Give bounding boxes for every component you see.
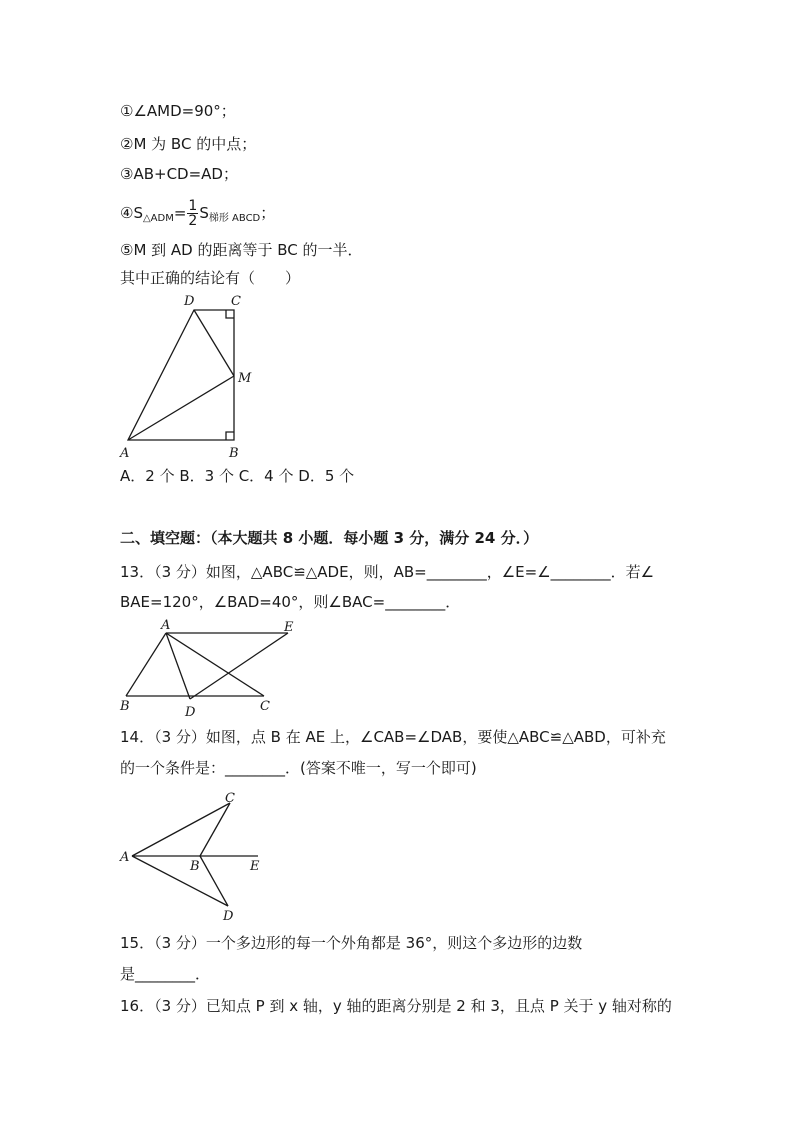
question-prompt: 其中正确的结论有（ ）: [120, 269, 301, 287]
segment-ac: [166, 633, 264, 696]
figure-q12-trapezoid: [118, 290, 258, 462]
label-d: D: [184, 294, 195, 309]
label-e: E: [250, 859, 260, 874]
label-b: B: [120, 699, 130, 714]
label-e: E: [284, 620, 294, 635]
right-angle-mark-b: [226, 432, 234, 440]
statement-1: ①∠AMD=90°；: [120, 102, 236, 120]
statement-4-sub1: △ADM: [142, 213, 174, 224]
label-c: C: [260, 699, 270, 714]
statement-4-s: S: [199, 204, 209, 222]
right-angle-mark-c: [226, 310, 234, 318]
label-c: C: [225, 791, 235, 806]
fraction-denominator: 2: [188, 213, 198, 229]
segment-ab: [126, 633, 166, 696]
section-2-heading: 二、填空题：（本大题共 8 小题．每小题 3 分，满分 24 分．）: [120, 529, 539, 547]
label-c: C: [231, 294, 241, 309]
figure-q13-triangles: [118, 618, 298, 718]
segment-ad: [166, 633, 190, 699]
label-b: B: [229, 446, 239, 461]
label-d: D: [223, 909, 234, 924]
statement-5: ⑤M 到 AD 的距离等于 BC 的一半．: [120, 241, 363, 259]
q14-line-1: 14．（3 分）如图，点 B 在 AE 上，∠CAB=∠DAB，要使△ABC≌△ABD，可补充: [120, 728, 666, 746]
segment-de: [190, 633, 288, 699]
statement-4-end: ；: [260, 204, 276, 222]
fraction-one-half: [187, 199, 198, 228]
label-a: A: [161, 618, 171, 633]
q16-line-1: 16．（3 分）已知点 P 到 x 轴，y 轴的距离分别是 2 和 3，且点 P 关于 y 轴对称的: [120, 997, 672, 1015]
label-d: D: [185, 705, 196, 720]
q15-line-2: 是________．: [120, 965, 211, 983]
trapezoid-abcd: [128, 310, 234, 440]
figure-q14-triangles: [118, 788, 268, 923]
statement-3: ③AB+CD=AD；: [120, 165, 238, 183]
label-a: A: [120, 446, 130, 461]
label-b: B: [190, 859, 200, 874]
q15-line-1: 15．（3 分）一个多边形的每一个外角都是 36°，则这个多边形的边数: [120, 934, 583, 952]
statement-4-eq: =: [173, 204, 187, 222]
statement-2: ②M 为 BC 的中点；: [120, 135, 257, 153]
fraction-numerator: 1: [188, 198, 198, 214]
label-a: A: [120, 850, 130, 865]
label-m: M: [238, 371, 252, 386]
q12-options: A．2 个 B．3 个 C．4 个 D．5 个: [120, 467, 355, 485]
q13-line-1: 13．（3 分）如图，△ABC≌△ADE，则，AB=________，∠E=∠________．若∠: [120, 563, 655, 581]
statement-4-sub2: 梯形 ABCD: [208, 213, 261, 224]
statement-4: [120, 198, 275, 231]
statement-4-prefix: ④S: [120, 204, 143, 222]
segment-dm: [194, 310, 234, 376]
q14-line-2: 的一个条件是：________．(答案不唯一，写一个即可): [120, 759, 477, 777]
q13-line-2: BAE=120°，∠BAD=40°，则∠BAC=________．: [120, 593, 461, 611]
